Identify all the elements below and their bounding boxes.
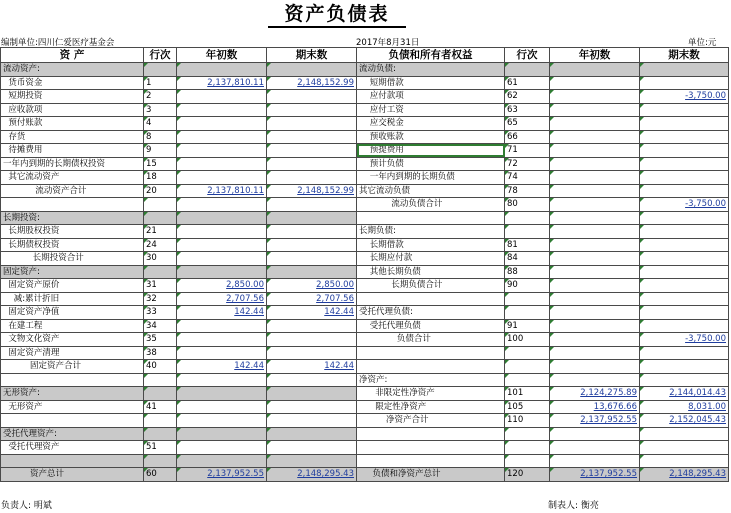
asset-line-cell[interactable] — [144, 454, 177, 468]
liability-item-cell[interactable]: 限定性净资产 — [357, 400, 505, 414]
asset-end-cell[interactable] — [267, 238, 357, 252]
liability-item-cell[interactable]: 预提费用 — [357, 144, 505, 158]
table-row — [1, 306, 729, 320]
liability-item-cell[interactable]: 负债和净资产总计 — [357, 468, 505, 482]
liability-line-cell[interactable]: 61 — [505, 76, 550, 90]
asset-begin-cell[interactable]: 142.44 — [177, 360, 267, 374]
liability-line-cell[interactable]: 101 — [505, 387, 550, 401]
table-row — [1, 63, 729, 77]
liability-item-cell[interactable]: 短期借款 — [357, 76, 505, 90]
liability-item-cell[interactable]: 其他长期负债 — [357, 265, 505, 279]
asset-line-cell[interactable]: 38 — [144, 346, 177, 360]
liability-line-cell[interactable]: 81 — [505, 238, 550, 252]
liability-line-cell[interactable]: 84 — [505, 252, 550, 266]
liability-end-cell[interactable] — [640, 306, 729, 320]
asset-item-cell[interactable]: 货币资金 — [1, 76, 144, 90]
liability-line-cell[interactable]: 65 — [505, 117, 550, 131]
asset-end-cell[interactable] — [267, 144, 357, 158]
liability-line-cell[interactable]: 100 — [505, 333, 550, 347]
liability-item-cell[interactable]: 其它流动负债 — [357, 184, 505, 198]
table-row — [1, 400, 729, 414]
asset-begin-cell[interactable] — [177, 373, 267, 387]
asset-item-cell[interactable]: 长期股权投资 — [1, 225, 144, 239]
balance-sheet-table — [0, 47, 729, 482]
asset-end-cell[interactable] — [267, 171, 357, 185]
liability-begin-cell[interactable] — [550, 144, 640, 158]
asset-item-cell[interactable]: 无形资产 — [1, 400, 144, 414]
liability-begin-cell[interactable]: 2,124,275.89 — [550, 387, 640, 401]
asset-item-cell[interactable] — [1, 454, 144, 468]
unit-label: 单位:元 — [688, 38, 717, 48]
liability-line-cell[interactable]: 72 — [505, 157, 550, 171]
liability-item-cell[interactable]: 流动负债: — [357, 63, 505, 77]
liability-end-cell[interactable] — [640, 63, 729, 77]
liability-line-cell[interactable] — [505, 441, 550, 455]
report-date: 2017年8月31日 — [356, 38, 420, 48]
asset-end-cell[interactable]: 142.44 — [267, 306, 357, 320]
table-row — [1, 360, 729, 374]
liability-item-cell[interactable]: 预计负债 — [357, 157, 505, 171]
liability-end-cell[interactable] — [640, 360, 729, 374]
liability-item-cell[interactable]: 非限定性净资产 — [357, 387, 505, 401]
liability-end-cell[interactable] — [640, 225, 729, 239]
asset-end-cell[interactable]: 2,148,152.99 — [267, 184, 357, 198]
liability-begin-cell[interactable] — [550, 171, 640, 185]
liability-end-cell[interactable] — [640, 211, 729, 225]
asset-item-cell[interactable]: 文物文化资产 — [1, 333, 144, 347]
table-row — [1, 144, 729, 158]
liability-item-cell[interactable] — [357, 454, 505, 468]
table-row — [1, 279, 729, 293]
liability-begin-cell[interactable] — [550, 454, 640, 468]
liability-line-cell[interactable] — [505, 360, 550, 374]
asset-item-cell[interactable]: 长期债权投资 — [1, 238, 144, 252]
liability-line-cell[interactable] — [505, 373, 550, 387]
asset-end-cell[interactable] — [267, 157, 357, 171]
liability-item-cell[interactable]: 长期应付款 — [357, 252, 505, 266]
organization-label: 编制单位:四川仁爱医疗基金会 — [1, 38, 115, 48]
asset-begin-cell[interactable] — [177, 252, 267, 266]
asset-item-cell[interactable]: 存货 — [1, 130, 144, 144]
liability-line-cell[interactable]: 110 — [505, 414, 550, 428]
liability-line-cell[interactable] — [505, 63, 550, 77]
liability-end-cell[interactable] — [640, 130, 729, 144]
asset-line-cell[interactable]: 30 — [144, 252, 177, 266]
liability-item-cell[interactable] — [357, 346, 505, 360]
table-row — [1, 454, 729, 468]
liability-line-cell[interactable]: 63 — [505, 103, 550, 117]
liability-end-cell[interactable] — [640, 441, 729, 455]
liability-begin-cell[interactable] — [550, 63, 640, 77]
asset-end-cell[interactable] — [267, 117, 357, 131]
asset-begin-cell[interactable] — [177, 90, 267, 104]
header-liability-item[interactable]: 负债和所有者权益 — [357, 48, 505, 63]
table-row — [1, 252, 729, 266]
asset-item-cell[interactable]: 其它流动资产 — [1, 171, 144, 185]
page-title: 资产负债表 — [268, 2, 406, 28]
header-liability-begin[interactable]: 年初数 — [550, 48, 640, 63]
liability-end-cell[interactable]: -3,750.00 — [640, 198, 729, 212]
header-asset-end[interactable]: 期末数 — [267, 48, 357, 63]
liability-item-cell[interactable]: 预收账款 — [357, 130, 505, 144]
liability-begin-cell[interactable] — [550, 184, 640, 198]
liability-begin-cell[interactable] — [550, 130, 640, 144]
asset-end-cell[interactable] — [267, 225, 357, 239]
liability-end-cell[interactable] — [640, 319, 729, 333]
asset-begin-cell[interactable] — [177, 265, 267, 279]
liability-begin-cell[interactable] — [550, 279, 640, 293]
liability-line-cell[interactable] — [505, 454, 550, 468]
table-row — [1, 468, 729, 482]
liability-begin-cell[interactable] — [550, 333, 640, 347]
table-row — [1, 292, 729, 306]
table-row — [1, 414, 729, 428]
asset-end-cell[interactable] — [267, 400, 357, 414]
asset-end-cell[interactable]: 2,707.56 — [267, 292, 357, 306]
liability-begin-cell[interactable] — [550, 360, 640, 374]
asset-item-cell[interactable]: 待摊费用 — [1, 144, 144, 158]
asset-item-cell[interactable]: 预付账款 — [1, 117, 144, 131]
asset-end-cell[interactable] — [267, 346, 357, 360]
liability-line-cell[interactable]: 62 — [505, 90, 550, 104]
asset-end-cell[interactable]: 2,148,295.43 — [267, 468, 357, 482]
liability-end-cell[interactable]: 2,144,014.43 — [640, 387, 729, 401]
liability-end-cell[interactable] — [640, 454, 729, 468]
liability-line-cell[interactable]: 105 — [505, 400, 550, 414]
liability-end-cell[interactable] — [640, 279, 729, 293]
liability-item-cell[interactable] — [357, 360, 505, 374]
asset-begin-cell[interactable]: 2,707.56 — [177, 292, 267, 306]
table-row — [1, 238, 729, 252]
table-row — [1, 184, 729, 198]
asset-line-cell[interactable]: 33 — [144, 306, 177, 320]
asset-begin-cell[interactable] — [177, 400, 267, 414]
header-asset-line[interactable]: 行次 — [144, 48, 177, 63]
asset-item-cell[interactable]: 固定资产原价 — [1, 279, 144, 293]
table-row — [1, 157, 729, 171]
liability-begin-cell[interactable] — [550, 319, 640, 333]
liability-begin-cell[interactable] — [550, 198, 640, 212]
liability-line-cell[interactable]: 120 — [505, 468, 550, 482]
table-row — [1, 198, 729, 212]
table-row — [1, 103, 729, 117]
liability-line-cell[interactable]: 66 — [505, 130, 550, 144]
asset-begin-cell[interactable] — [177, 198, 267, 212]
liability-end-cell[interactable] — [640, 144, 729, 158]
asset-item-cell[interactable]: 固定资产净值 — [1, 306, 144, 320]
asset-end-cell[interactable]: 142.44 — [267, 360, 357, 374]
liability-begin-cell[interactable] — [550, 292, 640, 306]
asset-end-cell[interactable] — [267, 454, 357, 468]
table-row — [1, 130, 729, 144]
asset-begin-cell[interactable]: 2,137,810.11 — [177, 76, 267, 90]
liability-line-cell[interactable] — [505, 211, 550, 225]
asset-line-cell[interactable]: 20 — [144, 184, 177, 198]
asset-item-cell[interactable]: 长期投资: — [1, 211, 144, 225]
liability-end-cell[interactable] — [640, 292, 729, 306]
asset-begin-cell[interactable] — [177, 346, 267, 360]
liability-line-cell[interactable] — [505, 225, 550, 239]
asset-begin-cell[interactable] — [177, 144, 267, 158]
table-row — [1, 171, 729, 185]
table-row — [1, 333, 729, 347]
asset-end-cell[interactable] — [267, 63, 357, 77]
liability-line-cell[interactable]: 90 — [505, 279, 550, 293]
liability-item-cell[interactable]: 一年内到期的长期负债 — [357, 171, 505, 185]
asset-end-cell[interactable] — [267, 265, 357, 279]
asset-end-cell[interactable] — [267, 414, 357, 428]
liability-begin-cell[interactable] — [550, 238, 640, 252]
table-row — [1, 265, 729, 279]
asset-end-cell[interactable]: 2,850.00 — [267, 279, 357, 293]
liability-begin-cell[interactable]: 13,676.66 — [550, 400, 640, 414]
asset-item-cell[interactable]: 流动资产: — [1, 63, 144, 77]
header-liability-line[interactable]: 行次 — [505, 48, 550, 63]
liability-line-cell[interactable] — [505, 346, 550, 360]
table-row — [1, 76, 729, 90]
liability-begin-cell[interactable] — [550, 90, 640, 104]
table-row — [1, 211, 729, 225]
asset-end-cell[interactable] — [267, 103, 357, 117]
liability-begin-cell[interactable] — [550, 103, 640, 117]
asset-end-cell[interactable] — [267, 319, 357, 333]
liability-item-cell[interactable]: 应付工资 — [357, 103, 505, 117]
asset-line-cell[interactable]: 15 — [144, 157, 177, 171]
asset-line-cell[interactable]: 21 — [144, 225, 177, 239]
asset-begin-cell[interactable] — [177, 171, 267, 185]
liability-end-cell[interactable] — [640, 373, 729, 387]
asset-line-cell[interactable]: 31 — [144, 279, 177, 293]
liability-line-cell[interactable]: 91 — [505, 319, 550, 333]
liability-line-cell[interactable]: 88 — [505, 265, 550, 279]
liability-begin-cell[interactable] — [550, 225, 640, 239]
asset-end-cell[interactable]: 2,148,152.99 — [267, 76, 357, 90]
liability-line-cell[interactable] — [505, 427, 550, 441]
asset-begin-cell[interactable] — [177, 225, 267, 239]
header-asset-item[interactable]: 资 产 — [1, 48, 144, 63]
liability-begin-cell[interactable] — [550, 117, 640, 131]
asset-end-cell[interactable] — [267, 130, 357, 144]
asset-line-cell[interactable] — [144, 211, 177, 225]
asset-line-cell[interactable] — [144, 414, 177, 428]
asset-begin-cell[interactable] — [177, 387, 267, 401]
asset-end-cell[interactable] — [267, 211, 357, 225]
asset-line-cell[interactable]: 60 — [144, 468, 177, 482]
table-row — [1, 90, 729, 104]
asset-item-cell[interactable]: 固定资产合计 — [1, 360, 144, 374]
table-row — [1, 373, 729, 387]
asset-item-cell[interactable]: 应收款项 — [1, 103, 144, 117]
asset-item-cell[interactable]: 受托代理资产 — [1, 441, 144, 455]
asset-end-cell[interactable] — [267, 252, 357, 266]
asset-line-cell[interactable]: 34 — [144, 319, 177, 333]
liability-end-cell[interactable] — [640, 238, 729, 252]
asset-item-cell[interactable]: 受托代理资产: — [1, 427, 144, 441]
asset-begin-cell[interactable]: 2,850.00 — [177, 279, 267, 293]
asset-item-cell[interactable]: 无形资产: — [1, 387, 144, 401]
liability-begin-cell[interactable] — [550, 265, 640, 279]
table-row — [1, 427, 729, 441]
asset-begin-cell[interactable]: 142.44 — [177, 306, 267, 320]
table-row — [1, 346, 729, 360]
asset-line-cell[interactable] — [144, 427, 177, 441]
asset-line-cell[interactable]: 18 — [144, 171, 177, 185]
liability-item-cell[interactable] — [357, 427, 505, 441]
asset-line-cell[interactable]: 4 — [144, 117, 177, 131]
liability-begin-cell[interactable]: 2,137,952.55 — [550, 414, 640, 428]
asset-line-cell[interactable]: 3 — [144, 103, 177, 117]
liability-end-cell[interactable] — [640, 346, 729, 360]
header-asset-begin[interactable]: 年初数 — [177, 48, 267, 63]
liability-line-cell[interactable]: 74 — [505, 171, 550, 185]
liability-begin-cell[interactable] — [550, 427, 640, 441]
liability-end-cell[interactable]: -3,750.00 — [640, 333, 729, 347]
asset-end-cell[interactable] — [267, 427, 357, 441]
asset-begin-cell[interactable] — [177, 427, 267, 441]
asset-begin-cell[interactable] — [177, 211, 267, 225]
table-row — [1, 225, 729, 239]
liability-begin-cell[interactable] — [550, 441, 640, 455]
liability-item-cell[interactable]: 应交税金 — [357, 117, 505, 131]
liability-end-cell[interactable] — [640, 427, 729, 441]
liability-item-cell[interactable]: 长期负债合计 — [357, 279, 505, 293]
asset-begin-cell[interactable] — [177, 63, 267, 77]
asset-item-cell[interactable]: 一年内到期的长期债权投资 — [1, 157, 144, 171]
table-row — [1, 387, 729, 401]
asset-begin-cell[interactable] — [177, 441, 267, 455]
liability-item-cell[interactable] — [357, 211, 505, 225]
asset-end-cell[interactable] — [267, 373, 357, 387]
liability-item-cell[interactable]: 长期借款 — [357, 238, 505, 252]
header-row — [1, 48, 729, 63]
asset-item-cell[interactable]: 流动资产合计 — [1, 184, 144, 198]
asset-item-cell[interactable]: 固定资产清理 — [1, 346, 144, 360]
footer-responsible: 负责人: 明斌 — [1, 501, 52, 511]
liability-item-cell[interactable]: 受托代理负债: — [357, 306, 505, 320]
asset-line-cell[interactable]: 1 — [144, 76, 177, 90]
liability-begin-cell[interactable] — [550, 373, 640, 387]
asset-item-cell[interactable]: 减:累计折旧 — [1, 292, 144, 306]
liability-item-cell[interactable]: 流动负债合计 — [357, 198, 505, 212]
liability-item-cell[interactable]: 应付款项 — [357, 90, 505, 104]
asset-item-cell[interactable] — [1, 373, 144, 387]
liability-line-cell[interactable]: 71 — [505, 144, 550, 158]
table-row — [1, 117, 729, 131]
liability-end-cell[interactable] — [640, 76, 729, 90]
asset-begin-cell[interactable] — [177, 130, 267, 144]
asset-item-cell[interactable]: 资产总计 — [1, 468, 144, 482]
table-row — [1, 441, 729, 455]
liability-end-cell[interactable] — [640, 103, 729, 117]
table-row — [1, 319, 729, 333]
asset-begin-cell[interactable] — [177, 238, 267, 252]
asset-line-cell[interactable]: 8 — [144, 130, 177, 144]
liability-item-cell[interactable] — [357, 292, 505, 306]
liability-item-cell[interactable]: 受托代理负债 — [357, 319, 505, 333]
asset-line-cell[interactable] — [144, 373, 177, 387]
liability-end-cell[interactable] — [640, 117, 729, 131]
liability-end-cell[interactable]: 2,152,045.43 — [640, 414, 729, 428]
liability-begin-cell[interactable] — [550, 76, 640, 90]
asset-line-cell[interactable]: 41 — [144, 400, 177, 414]
liability-line-cell[interactable] — [505, 306, 550, 320]
liability-end-cell[interactable] — [640, 157, 729, 171]
liability-line-cell[interactable] — [505, 292, 550, 306]
liability-item-cell[interactable]: 长期负债: — [357, 225, 505, 239]
liability-begin-cell[interactable] — [550, 211, 640, 225]
asset-begin-cell[interactable] — [177, 319, 267, 333]
asset-line-cell[interactable]: 40 — [144, 360, 177, 374]
asset-line-cell[interactable]: 32 — [144, 292, 177, 306]
liability-end-cell[interactable] — [640, 184, 729, 198]
asset-item-cell[interactable] — [1, 198, 144, 212]
asset-begin-cell[interactable]: 2,137,810.11 — [177, 184, 267, 198]
asset-line-cell[interactable] — [144, 387, 177, 401]
liability-begin-cell[interactable] — [550, 157, 640, 171]
asset-line-cell[interactable]: 24 — [144, 238, 177, 252]
asset-item-cell[interactable]: 在建工程 — [1, 319, 144, 333]
asset-end-cell[interactable] — [267, 441, 357, 455]
asset-begin-cell[interactable] — [177, 103, 267, 117]
liability-begin-cell[interactable] — [550, 346, 640, 360]
asset-line-cell[interactable]: 35 — [144, 333, 177, 347]
asset-item-cell[interactable] — [1, 414, 144, 428]
liability-item-cell[interactable] — [357, 441, 505, 455]
liability-end-cell[interactable] — [640, 265, 729, 279]
liability-end-cell[interactable]: 2,148,295.43 — [640, 468, 729, 482]
asset-begin-cell[interactable] — [177, 333, 267, 347]
asset-begin-cell[interactable]: 2,137,952.55 — [177, 468, 267, 482]
asset-begin-cell[interactable] — [177, 414, 267, 428]
asset-line-cell[interactable] — [144, 63, 177, 77]
asset-line-cell[interactable] — [144, 265, 177, 279]
liability-end-cell[interactable]: 8,031.00 — [640, 400, 729, 414]
asset-begin-cell[interactable] — [177, 454, 267, 468]
liability-begin-cell[interactable] — [550, 252, 640, 266]
footer-preparer: 制表人: 衡亮 — [548, 501, 599, 511]
asset-begin-cell[interactable] — [177, 117, 267, 131]
header-liability-end[interactable]: 期末数 — [640, 48, 729, 63]
asset-line-cell[interactable]: 2 — [144, 90, 177, 104]
liability-end-cell[interactable] — [640, 252, 729, 266]
liability-line-cell[interactable]: 80 — [505, 198, 550, 212]
liability-end-cell[interactable] — [640, 171, 729, 185]
liability-item-cell[interactable]: 净资产合计 — [357, 414, 505, 428]
liability-end-cell[interactable]: -3,750.00 — [640, 90, 729, 104]
liability-begin-cell[interactable]: 2,137,952.55 — [550, 468, 640, 482]
asset-line-cell[interactable] — [144, 198, 177, 212]
asset-item-cell[interactable]: 固定资产: — [1, 265, 144, 279]
asset-line-cell[interactable]: 51 — [144, 441, 177, 455]
asset-line-cell[interactable]: 9 — [144, 144, 177, 158]
liability-item-cell[interactable]: 负债合计 — [357, 333, 505, 347]
asset-end-cell[interactable] — [267, 90, 357, 104]
liability-begin-cell[interactable] — [550, 306, 640, 320]
asset-end-cell[interactable] — [267, 387, 357, 401]
asset-item-cell[interactable]: 短期投资 — [1, 90, 144, 104]
asset-end-cell[interactable] — [267, 333, 357, 347]
asset-item-cell[interactable]: 长期投资合计 — [1, 252, 144, 266]
asset-end-cell[interactable] — [267, 198, 357, 212]
liability-item-cell[interactable]: 净资产: — [357, 373, 505, 387]
liability-line-cell[interactable]: 78 — [505, 184, 550, 198]
asset-begin-cell[interactable] — [177, 157, 267, 171]
